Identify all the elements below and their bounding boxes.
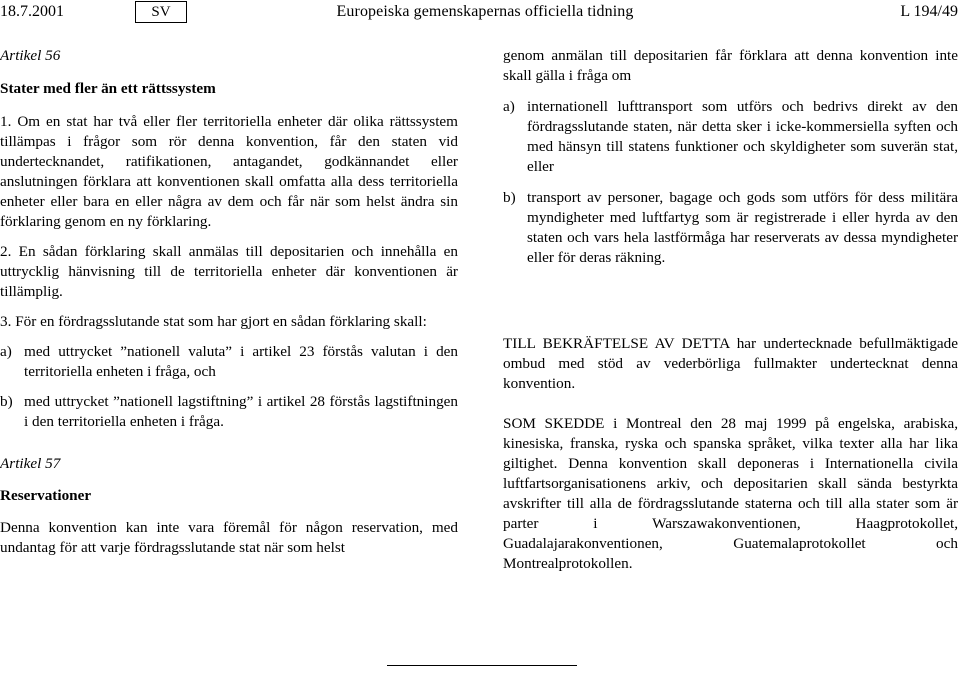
article-56-paragraph-3: 3. För en fördragsslutande stat som har gjort en sådan förklaring skall: bbox=[0, 313, 427, 330]
list-item-label: a) bbox=[503, 98, 515, 115]
header-date: 18.7.2001 bbox=[0, 3, 64, 20]
list-item-a bbox=[503, 97, 958, 177]
list-item-b bbox=[0, 392, 458, 432]
footer-rule bbox=[387, 665, 577, 666]
list-item-text: transport av personer, bagage och gods som utförs för dess militära myndigheter med luftfartyg som är registrerade i eller hyrda av den staten och vars hela lastförmåga har reserverats av dessa myndigheter eller för deras räkning. bbox=[527, 189, 958, 266]
list-item-text: internationell lufttransport som utförs och bedrivs direkt av den fördragsslutande staten, när detta sker i icke-kommersiella syften och med hänsyn till statens funktioner och skyldigheter som suverän stat, eller bbox=[527, 98, 958, 175]
article-56-paragraph-1: 1. Om en stat har två eller fler territoriella enheter där olika rättssystem tillämpas i frågor som rör denna konvention, får den staten vid undertecknandet, ratifikationen, antagandet, godkännandet eller anslutningen förklara att konventionen skall omfatta alla dess territoriella enheter eller bara en eller några av dem och får när som helst ändra sin förklaring genom en ny förklaring. bbox=[0, 113, 458, 230]
right-column bbox=[503, 46, 958, 574]
article-57-number: Artikel 57 bbox=[0, 455, 61, 472]
list-item-label: a) bbox=[0, 343, 12, 360]
list-item-label: b) bbox=[503, 189, 516, 206]
page-reference: L 194/49 bbox=[900, 3, 958, 20]
article-57-continuation: genom anmälan till depositarien får förklara att denna konvention inte skall gälla i fråga om bbox=[503, 47, 958, 84]
list-item-label: b) bbox=[0, 393, 13, 410]
article-56-title: Stater med fler än ett rättssystem bbox=[0, 80, 216, 97]
article-56-paragraph-2: 2. En sådan förklaring skall anmälas till depositarien och innehålla en uttrycklig hänvisning till de territoriella enheter där konventionen är tillämplig. bbox=[0, 243, 458, 300]
list-item-a bbox=[0, 342, 458, 382]
attestation-paragraph: TILL BEKRÄFTELSE AV DETTA har undertecknade befullmäktigade ombud med stöd av vederbörliga fullmakter undertecknat denna konvention. bbox=[503, 335, 958, 392]
page-header bbox=[0, 0, 960, 24]
done-at-paragraph: SOM SKEDDE i Montreal den 28 maj 1999 på engelska, arabiska, kinesiska, franska, ryska och spanska språket, vilka texter alla har lika giltighet. Denna konvention skall deponeras i Internationella civila luftfartsorganisationens arkiv, och depositarien skall sända bestyrkta avskrifter till alla de fördragsslutande staterna och till alla stater som är parter i Warszawakonventionen, Haagprotokollet, Guadalajarakonventionen, Guatemalaprotokollet och Montrealprotokollen. bbox=[503, 415, 958, 572]
language-code-box: SV bbox=[135, 1, 187, 23]
journal-title: Europeiska gemenskapernas officiella tidning bbox=[336, 3, 634, 20]
list-item-text: med uttrycket ”nationell valuta” i artikel 23 förstås valutan i den territoriella enheten i fråga, och bbox=[24, 343, 458, 380]
left-column bbox=[0, 46, 458, 558]
list-item-text: med uttrycket ”nationell lagstiftning” i artikel 28 förstås lagstiftningen i den territoriella enheten i fråga. bbox=[24, 393, 458, 430]
list-item-b bbox=[503, 188, 958, 268]
article-56-number: Artikel 56 bbox=[0, 47, 61, 64]
article-57-paragraph: Denna konvention kan inte vara föremål för någon reservation, med undantag för att varje fördragsslutande stat när som helst bbox=[0, 519, 458, 556]
article-57-title: Reservationer bbox=[0, 487, 92, 504]
